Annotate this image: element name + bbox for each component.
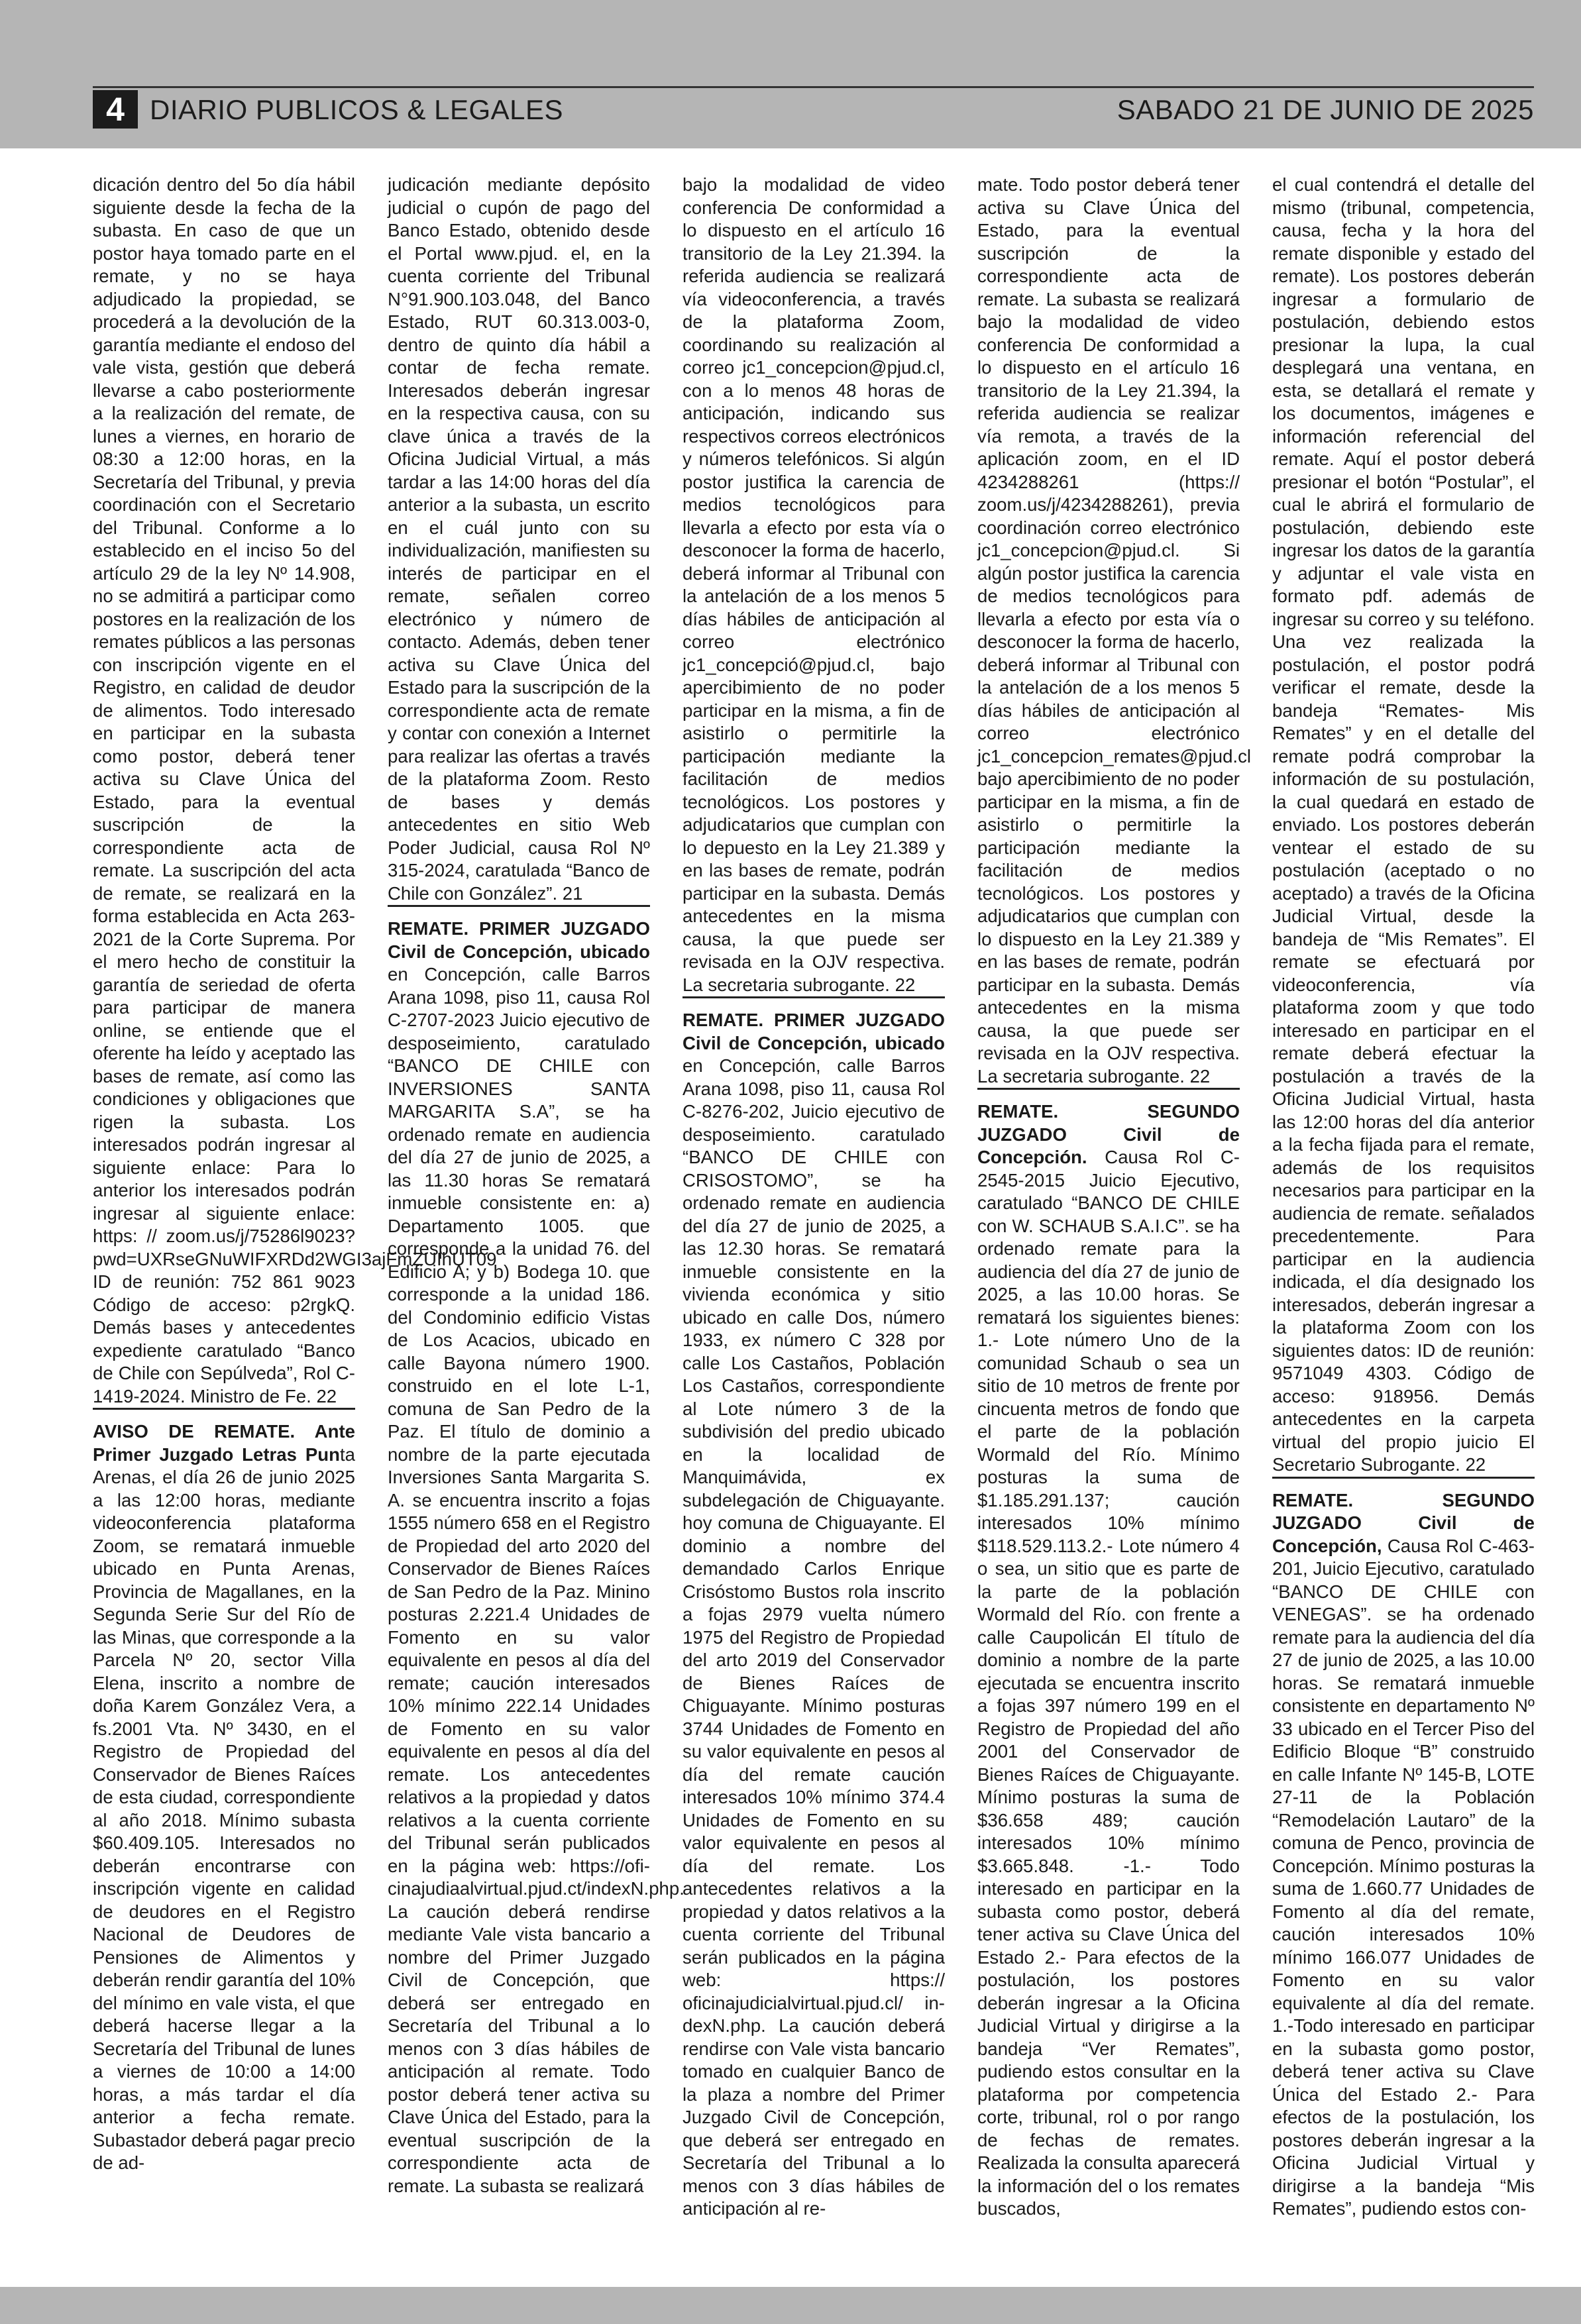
column-1 (93, 174, 497, 2280)
notice (682, 996, 945, 2221)
notice-body: bajo la modalidad de video conferencia De conformidad a lo dispuesto en el artículo 16 transitorio de la Ley 21.394. la referida audiencia se realizará vía videoconferencia, a través de la plataforma Zoom, coordinando su realización al correo jc1_concepcion@pjud.cl, con a lo menos 48 horas de anticipación, indicando sus respectivos correos electrónicos y números telefónicos. Si algún postor justifica la carencia de medios tecnológicos para llevarla a efecto por esta vía o desconocer la forma de hacerlo, deberá informar al Tribunal con la antelación de a los menos 5 días hábiles de anticipación al correo electrónico jc1_concepció@pjud.cl, bajo apercibimiento de no poder participar en la misma, a fin de asistirlo o permitirle la participación mediante la facilitación de medios tecnológicos. Los postores y adjudicatarios que cumplan con lo depuesto en la Ley 21.389 y en las bases de remate, podrán participar en la subasta. Demás antecedentes en la misma causa, la que puede ser revisada en la OJV respectiva. La secretaria subrogante. 22 (682, 174, 945, 995)
notice-continuation (682, 174, 945, 996)
notice-body: Causa Rol C-2545-2015 Juicio Ejecutivo, caratulado “BANCO DE CHILE con W. SCHAUB S.A.I.C”. se ha ordenado remate para la audiencia del día 27 de junio de 2025, a las 10.00 horas. Se rematará los siguientes bienes: 1.- Lote número Uno de la comunidad Schaub o sea un sitio de 10 metros de frente por cincuenta metros de fondo que el parte de la población Wormald del Río. Mínimo posturas la suma de $1.185.291.137; caución interesados 10% mínimo $118.529.113.2.- Lote número 4 o sea, un sitio que es parte de la parte de la población Wormald del Río. con frente a calle Caupolicán El título de dominio a nombre de la parte ejecutada se encuentra inscrito a fojas 397 número 199 en el Registro de Propiedad del año 2001 del Conservador de Bienes Raíces de Chiguayante. Mínimo posturas la suma de $36.658 489; caución interesados 10% mínimo $3.665.848. -1.- Todo interesado en participar en la subasta como postor, deberá tener activa su Clave Única del Estado 2.- Para efectos de la postulación, los postores deberán ingresar a la Oficina Judicial Virtual y dirigirse a la bandeja “Ver Remates”, pudiendo estos consultar en la plataforma por competencia corte, tribunal, rol o por rango de fechas de remates. Realizada la consulta aparecerá la información del o los remates buscados, (977, 1147, 1240, 2219)
notice-heading: REMATE. PRIMER JUZGADO Civil de Concepción, ubicado (682, 1010, 945, 1053)
article-columns (93, 174, 1535, 2280)
notice-body: ta Arenas, el día 26 de junio 2025 a las 12:00 horas, mediante videoconferencia plataforma Zoom, se rematará inmueble ubicado en Punta Arenas, Provincia de Magallanes, en la Segunda Serie Sur del Río de las Minas, que corresponde a la Parcela Nº 20, sector Villa Elena, inscrito a nombre de doña Karem González Vera, a fs.2001 Vta. Nº 3430, en el Registro de Propiedad del Conservador de Bienes Raíces de esta ciudad, correspondiente al año 2018. Mínimo subasta $60.409.105. Interesados no deberán encontrarse con inscripción vigente en calidad de deudores en el Registro Nacional de Deudores de Pensiones de Alimentos y deberán rendir garantía del 10% del mínimo en vale vista, el que deberá hacerse llegar a la Secretaría del Tribunal de lunes a viernes de 10:00 a 14:00 horas, a más tardar el día anterior a fecha remate. Subastador deberá pagar precio de ad- (93, 1444, 355, 2173)
notice (1272, 1477, 1535, 2221)
notice (93, 1408, 355, 2175)
notice-continuation (93, 174, 497, 1408)
column-4 (977, 174, 1252, 2280)
notice-body: dicación dentro del 5o día hábil siguiente desde la fecha de la subasta. En caso de que un postor haya tomado parte en el remate, y no se haya adjudicado la propiedad, se procederá a la devolución de la garantía mediante el endoso del vale vista, gestión que deberá llevarse a cabo posteriormente a la realización del remate, de lunes a viernes, en horario de 08:30 a 12:00 horas, en la Secretaría del Tribunal, y previa coordinación con el Secretario del Tribunal. Conforme a lo establecido en el inciso 5o del artículo 29 de la ley Nº 14.908, no se admitirá a participar como postores en la realización de los remates públicos a las personas con inscripción vigente en el Registro, en calidad de deudor de alimentos. Todo interesado en participar en la subasta como postor, deberá tener activa su Clave Única del Estado, para la eventual suscripción de la correspondiente acta de remate. La suscripción del acta de remate, se realizará en la forma establecida en Acta 263-2021 de la Corte Suprema. Por el mero hecho de constituir la garantía de seriedad de oferta para participar de manera online, se entiende que el oferente ha leído y aceptado las bases de remate, así como las condiciones y obligaciones que rigen la subasta. Los interesados podrán ingresar al siguiente enlace: Para lo anterior los interesados podrán ingresar al siguiente enlace: https: // zoom.us/j/75286l9023?pwd=UXRseGNuWIFXRDd2WGI3ajFmZUIhUT09 ID de reunión: 752 861 9023 Código de acceso: p2rgkQ. Demás bases y antecedentes expediente caratulado “Banco de Chile con Sepúlveda”, Rol C-1419-2024. Ministro de Fe. 22 (93, 174, 497, 1406)
masthead (93, 86, 1534, 128)
column-5 (1272, 174, 1535, 2280)
page-number: 4 (93, 90, 138, 129)
notice-body: mate. Todo postor deberá tener activa su Clave Única del Estado, para la eventual suscripción de la correspondiente acta de remate. La subasta se realizará bajo la modalidad de video conferencia De conformidad a lo dispuesto en el artículo 16 transitorio de la Ley 21.394, la referida audiencia se realizar vía remota, a través de la aplicación zoom, en el ID 4234288261 (https:// zoom.us/j/4234288261), previa coordinación correo electrónico jc1_concepcion@pjud.cl. Si algún postor justifica la carencia de medios tecnológicos para llevarla a efecto por esta vía o desconocer la forma de hacerlo, deberá informar al Tribunal con la antelación de a los menos 5 días hábiles de anticipación al correo electrónico jc1_concepcion_remates@pjud.cl bajo apercibimiento de no poder participar en la misma, a fin de asistirlo o permitirle la participación mediante la facilitación de medios tecnológicos. Los postores y adjudicatarios que cumplan con lo dispuesto en la Ley 21.389 y en las bases de remate, podrán participar en la subasta. Demás antecedentes en la misma causa, la que puede ser revisada en la OJV respectiva. La secretaria subrogante. 22 (977, 174, 1252, 1086)
notice-continuation (388, 174, 650, 905)
footer-band (0, 2287, 1581, 2324)
notice-body: Causa Rol C-463-201, Juicio Ejecutivo, caratulado “BANCO DE CHILE con VENEGAS”. se ha ordenado remate para la audiencia del día 27 de junio de 2025, a las 10.00 horas. Se rematará inmueble consistente en departamento Nº 33 ubicado en el Tercer Piso del Edificio Bloque “B” construido en calle Infante Nº 145-B, LOTE 27-11 de la Población “Remodelación Lautaro” de la comuna de Penco, provincia de Concepción. Mínimo posturas la suma de 1.660.77 Unidades de Fomento al día del remate, caución interesados 10% mínimo 166.077 Unidades de Fomento en su valor equivalente al día del remate. 1.-Todo interesado en participar en la subasta gomo postor, deberá tener activa su Clave Única del Estado 2.- Para efectos de la postulación, los postores deberán ingresar a la Oficina Judicial Virtual y dirigirse a la bandeja “Mis Remates”, pudiendo estos con- (1272, 1535, 1535, 2219)
notice (977, 1088, 1240, 2221)
publication-date: SABADO 21 DE JUNIO DE 2025 (1117, 94, 1534, 125)
notice-body: judicación mediante depósito judicial o cupón de pago del Banco Estado, obtenido desde el Portal www.pjud. el, en la cuenta corriente del Tribunal N°91.900.103.048, del Banco Estado, RUT 60.313.003-0, dentro de quinto día hábil a contar de fecha remate. Interesados deberán ingresar en la respectiva causa, con su clave única a través de la Oficina Judicial Virtual, a más tardar a las 14:00 horas del día anterior a la subasta, un escrito en el cuál junto con su individualización, manifiesten su interés de participar en el remate, señalen correo electrónico y número de contacto. Además, deben tener activa su Clave Única del Estado para la suscripción de la correspondiente acta de remate y contar con conexión a Internet para realizar las ofertas a través de la plataforma Zoom. Resto de bases y demás antecedentes en sitio Web Poder Judicial, causa Rol Nº 315-2024, caratulada “Banco de Chile con González”. 21 (388, 174, 650, 904)
notice (388, 905, 684, 2197)
publication-name: DIARIO PUBLICOS & LEGALES (150, 94, 564, 125)
notice-body: en Concepción, calle Barros Arana 1098, piso 11, causa Rol C-2707-2023 Juicio ejecutivo de desposeimiento, caratulado “BANCO DE CHILE con INVERSIONES SANTA MARGARITA S.A”, se ha ordenado remate en audiencia del día 27 de junio de 2025, a las 11.30 horas Se rematará inmueble consistente en: a) Departamento 1005. que corresponde a la unidad 76. del Edificio A; y b) Bodega 10. que corresponde a la unidad 186. del Condominio edificio Vistas de Los Acacios, ubicado en calle Bayona número 1900. construido en el lote L-1, comuna de San Pedro de la Paz. El título de dominio a nombre de la parte ejecutada Inversiones Santa Margarita S. A. se encuentra inscrito a fojas 1555 número 658 en el Registro de Propiedad del arto 2020 del Conservador de Bienes Raíces de San Pedro de la Paz. Minino posturas 2.221.4 Unidades de Fomento en su valor equivalente en pesos al día del remate; caución interesados 10% mínimo 222.14 Unidades de Fomento en su valor equivalente en pesos al día del remate. Los antecedentes relativos a la propiedad y datos relativos a la cuenta corriente del Tribunal serán publicados en la página web: https://ofi-cinajudiaalvirtual.pjud.ct/indexN.php. La caución deberá rendirse mediante Vale vista bancario a nombre del Primer Juzgado Civil de Concepción, que deberá ser entregado en Secretaría del Tribunal a lo menos con 3 días hábiles de anticipación al remate. Todo postor deberá tener activa su Clave Única del Estado, para la eventual suscripción de la correspondiente acta de remate. La subasta se realizará (388, 964, 684, 2196)
notice-body: el cual contendrá el detalle del mismo (tribunal, competencia, causa, fecha y la hora del remate disponible y estado del remate). Los postores deberán ingresar a formulario de postulación, debiendo estos presionar la lupa, la cual desplegará una ventana, en esta, se detallará el remate y los documentos, imágenes e información referencial del remate. Aquí el postor deberá presionar el botón “Postular”, el cual le abrirá el formulario de postulación, debiendo este ingresar los datos de la garantía y adjuntar el vale vista en formato pdf. además de ingresar su correo y su teléfono. Una vez realizada la postulación, el postor podrá verificar el remate, desde la bandeja “Remates- Mis Remates” y en el detalle del remate podrá comprobar la información de su postulación, la cual quedará en estado de enviado. Los postores deberán ventear el estado de su postulación (aceptado o no aceptado) a través de la Oficina Judicial Virtual, desde la bandeja de “Mis Remates”. El remate se efectuará por videoconferencia, vía plataforma zoom y que todo interesado en participar en el remate deberá efectuar la postulación a través de la Oficina Judicial Virtual, hasta las 12:00 horas del día anterior a la fecha fijada para el remate, además de los requisitos necesarios para participar en la audiencia de remate. señalados precedentemente. Para participar en la audiencia indicada, el día designado los interesados, deberán ingresar a la plataforma Zoom con los siguientes datos: ID de reunión: 9571049 4303. Código de acceso: 918956. Demás antecedentes en la carpeta virtual del propio juicio El Secretario Subrogante. 22 (1272, 174, 1535, 1475)
notice-continuation (977, 174, 1252, 1088)
column-3 (682, 174, 945, 2280)
notice-heading: REMATE. PRIMER JUZGADO Civil de Concepción, ubicado (388, 918, 650, 962)
notice-continuation (1272, 174, 1535, 1477)
notice-heading: AVISO DE REMATE. Ante Primer Juzgado Letras Pun (93, 1421, 355, 1465)
notice-heading: REMATE. SEGUNDO JUZGADO Civil de Concepción, (1272, 1489, 1535, 1556)
notice-heading: REMATE. SEGUNDO JUZGADO Civil de Concepción. (977, 1101, 1240, 1167)
column-2 (388, 174, 684, 2280)
notice-body: en Concepción, calle Barros Arana 1098, piso 11, causa Rol C-8276-202, Juicio ejecutivo de desposeimiento. caratulado “BANCO DE CHILE con CRISOSTOMO”, se ha ordenado remate en audiencia del día 27 de junio de 2025, a las 12.30 horas. Se rematará inmueble consistente en la vivienda económica y sitio ubicado en calle Dos, número 1933, ex número C 328 por calle Los Castaños, Población Los Castaños, correspondiente al Lote número 3 de la subdivisión del predio ubicado en la localidad de Manquimávida, ex subdelegación de Chiguayante. hoy comuna de Chiguayante. El dominio a nombre del demandado Carlos Enrique Crisóstomo Bustos rola inscrito a fojas 2979 vuelta número 1975 del Registro de Propiedad del arto 2019 del Conservador de Bienes Raíces de Chiguayante. Mínimo posturas 3744 Unidades de Fomento en su valor equivalente en pesos al día del remate caución interesados 10% mínimo 374.4 Unidades de Fomento en su valor equivalente en pesos al día del remate. Los antecedentes relativos a la propiedad y datos relativos a la cuenta corriente del Tribunal serán publicados en la página web: https:// oficinajudicialvirtual.pjud.cl/ in-dexN.php. La caución deberá rendirse con Vale vista bancario tomado en cualquier Banco de la plaza a nombre del Primer Juzgado Civil de Concepción, que deberá ser entregado en Secretaría del Tribunal a lo menos con 3 días hábiles de anticipación al re- (682, 1055, 945, 2219)
